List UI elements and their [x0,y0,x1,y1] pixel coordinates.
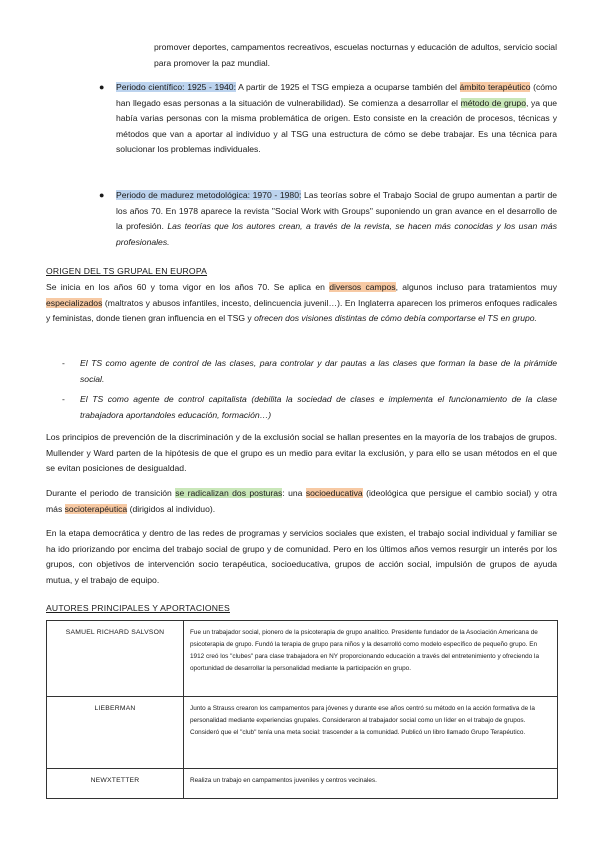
highlight-dos-posturas: se radicalizan dos posturas [175,488,283,498]
table-row [47,621,558,697]
section-heading-autores: AUTORES PRINCIPALES Y APORTACIONES [46,603,230,613]
author-description: Junto a Strauss crearon los campamentos para jóvenes y durante ese años centró su método en la acción formativa de la personalidad mediante experiencias grupales. Consideraron al trabajador social como un líder en el trabajo de grupos. Consideró que el "club" tenía una meta social: trascender a la comunidad. Publicó un libro llamado Grupo Terapéutico. [184,697,558,769]
highlight-socioeducativa: socioeducativa [305,488,363,498]
section-heading-origen: ORIGEN DEL TS GRUPAL EN EUROPA [46,266,208,276]
period-title: Periodo de madurez metodológica: 1970 - 1980: [116,190,302,200]
highlight-especializados: especializados [46,297,103,308]
author-name: LIEBERMAN [47,697,184,769]
highlight-metodo-grupo: método de grupo [460,97,526,108]
dash-item: El TS como agente de control de las clases, para controlar y dar pautas a las clases que forman la base de la pirámide social. [80,358,557,384]
authors-table [46,620,558,799]
author-description: Realiza un trabajo en campamentos juveniles y centros vecinales. [184,769,558,799]
table-row [47,697,558,769]
paragraph-etapa-democratica: En la etapa democrática y dentro de las redes de programas y servicios sociales que existen, el trabajo social individual y familiar se ha ido priorizando por encima del trabajo social de grupo y de comunidad. Pero en los últimos años vemos resurgir un interés por los grupos, con objetivos de intervención socio terapéutica, socioeducativa, grupos de acción social, impulsión de grupos de ayuda mutua, y el trabajo de equipo. [46,528,557,585]
dash-icon: - [62,358,65,368]
intro-paragraph: promover deportes, campamentos recreativos, escuelas nocturnas y educación de adultos, servicio social para promover la paz mundial. [154,42,557,68]
dash-icon: - [62,394,65,404]
author-name: NEWXTETTER [47,769,184,799]
bullet-icon: ● [99,190,105,200]
paragraph-transicion: Durante el periodo de transición se radicalizan dos posturas: una socioeducativa (ideológica que persigue el cambio social) y otra más socioterapéutica (dirigidos al individuo). [46,488,557,514]
dash-item: El TS como agente de control capitalista (debilita la sociedad de clases e implementa el funcionamiento de la clase trabajadora aportandoles educación, formación…) [80,394,557,420]
paragraph-principios: Los principios de prevención de la discriminación y de la exclusión social se hallan presentes en la mayoría de los trabajos de grupos. Mullender y Ward parten de la hipótesis de que el grupo es un medio para evitar la exclusión, y para ello se usan métodos en el que se evitan posiciones de desigualdad. [46,432,557,474]
author-name: SAMUEL RICHARD SALVSON [47,621,184,697]
origin-paragraph: Se inicia en los años 60 y toma vigor en los años 70. Se aplica en diversos campos, algunos incluso para tratamientos muy especializados (maltratos y abusos infantiles, incesto, delincuencia juvenil…). En Inglaterra aparecen los primeros enfoques radicales y feministas, donde tienen gran influencia en el TSG y ofrecen dos visiones distintas de cómo debía comportarse el TS en grupo. [46,282,558,324]
bullet-icon: ● [99,82,105,92]
period-scientific: Periodo científico: 1925 - 1940: A partir de 1925 el TSG empieza a ocuparse también del ámbito terapéutico (cómo han llegado esas personas a la situación de vulnerabilidad). Se comienza a desarrollar el método de grupo, ya que había varias personas con la misma problemática de origen. Esto consiste en la creación de procesos, técnicas y métodos que van a aportar al individuo y al TSG una estructura de cómo se debe trabajar. Es una técnica para solucionar los problemas individuales. [116,82,558,155]
highlight-socioterapeutica: socioterapéutica [64,503,128,514]
period-title: Periodo científico: 1925 - 1940: [116,82,236,92]
table-row [47,769,558,799]
highlight-ambito-terapeutico: ámbito terapéutico [459,82,531,92]
period-madurez: Periodo de madurez metodológica: 1970 - 1980: Las teorías sobre el Trabajo Social de grupo aumentan a partir de los años 70. En 1978 aparece la revista "Social Work with Groups" suponiendo un gran avance en el desarrollo de la profesión. Las teorías que los autores crean, a través de la revista, se hacen más conocidas y los usan más profesionales. [116,190,558,247]
highlight-diversos-campos: diversos campos [329,282,396,292]
author-description: Fue un trabajador social, pionero de la psicoterapia de grupo analítico. Presidente fundador de la Asociación Americana de psicoterapia de grupo. Fundó la terapia de grupo para niños y la desarrolló como modelo específico de pequeño grupo. En 1912 creó los "clubes" para clase trabajadora en NY proporcionando educación a través del entretenimiento y ofreciendo la oportunidad de desarrollar la personalidad mediante la participación en grupo. [184,621,558,697]
